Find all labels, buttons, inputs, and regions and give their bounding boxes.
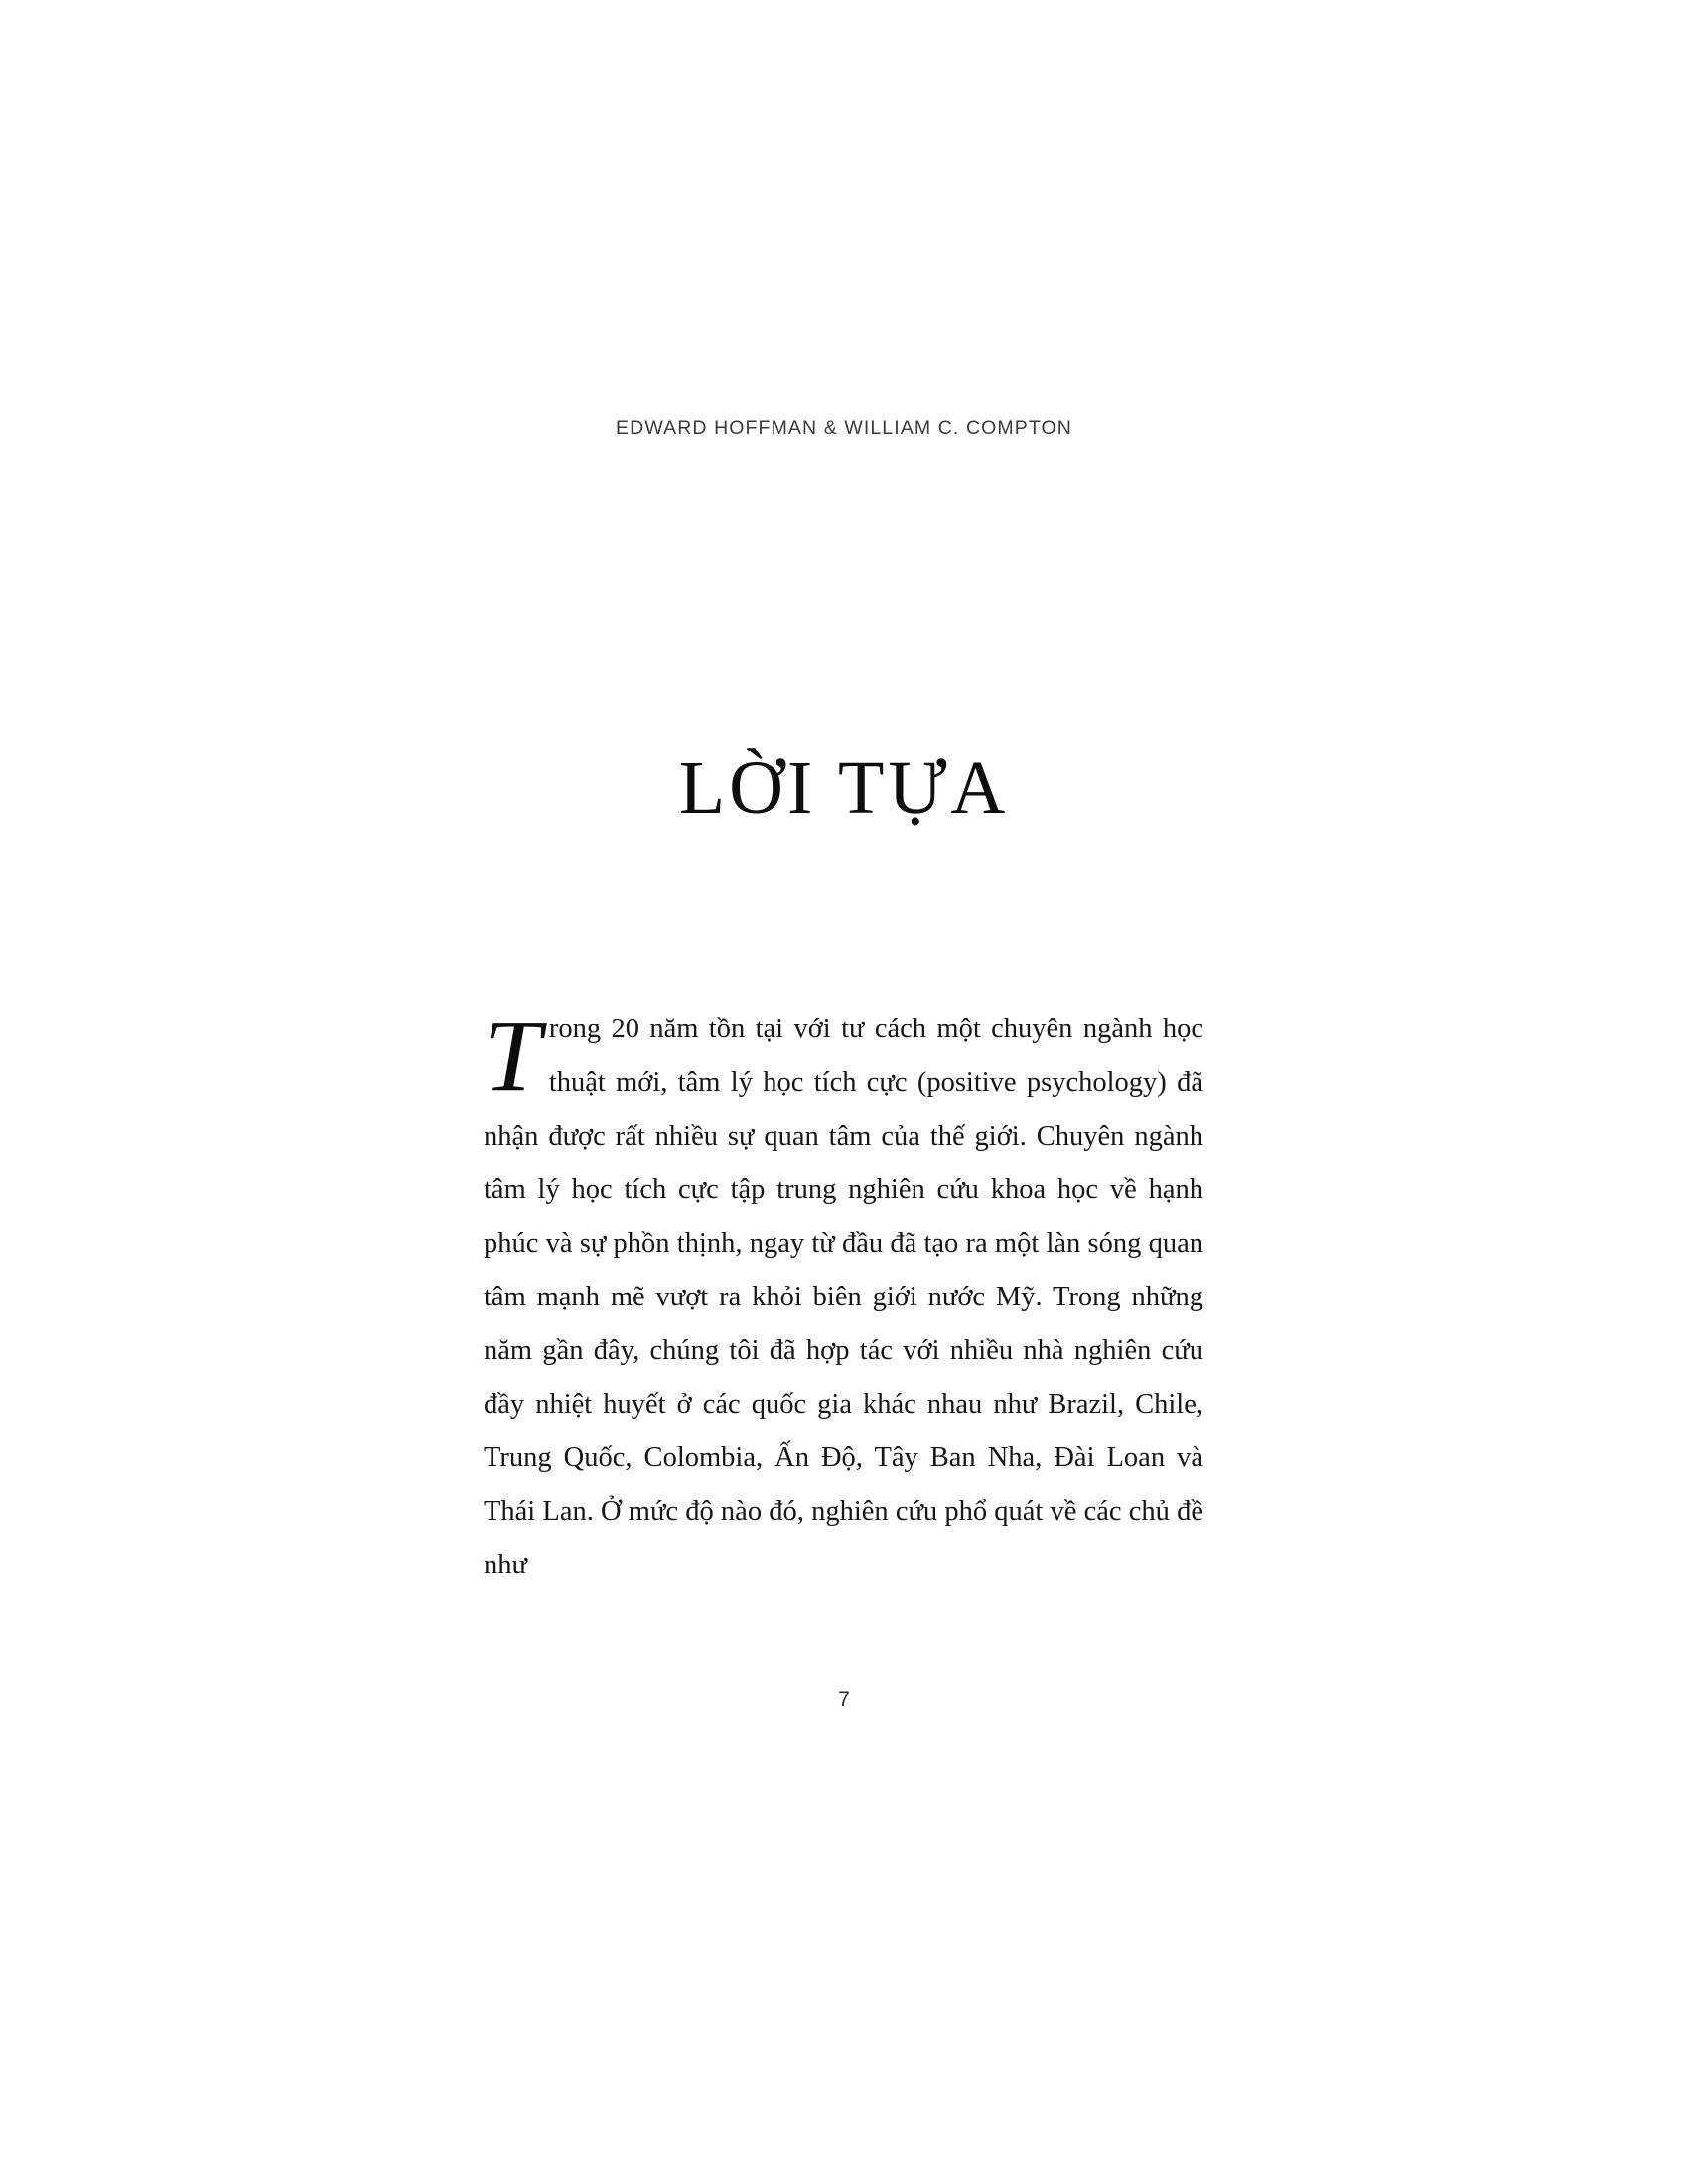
running-head: EDWARD HOFFMAN & WILLIAM C. COMPTON	[616, 417, 1072, 439]
chapter-title: LỜI TỰA	[678, 746, 1010, 830]
page-number: 7	[838, 1688, 850, 1710]
drop-cap-initial: T	[484, 999, 541, 1113]
first-paragraph	[484, 999, 1203, 1592]
body-text-block	[484, 999, 1203, 1592]
first-paragraph-text: rong 20 năm tồn tại với tư cách một chuyên ngành học thuật mới, tâm lý học tích cực (positive psychology) đã nhận được rất nhiều sự quan tâm của thế giới. Chuyên ngành tâm lý học tích cực tập trung nghiên cứu khoa học về hạnh phúc và sự phồn thịnh, ngay từ đầu đã tạo ra một làn sóng quan tâm mạnh mẽ vượt ra khỏi biên giới nước Mỹ. Trong những năm gần đây, chúng tôi đã hợp tác với nhiều nhà nghiên cứu đầy nhiệt huyết ở các quốc gia khác nhau như Brazil, Chile, Trung Quốc, Colombia, Ấn Độ, Tây Ban Nha, Đài Loan và Thái Lan. Ở mức độ nào đó, nghiên cứu phổ quát về các chủ đề như	[484, 1014, 1203, 1580]
